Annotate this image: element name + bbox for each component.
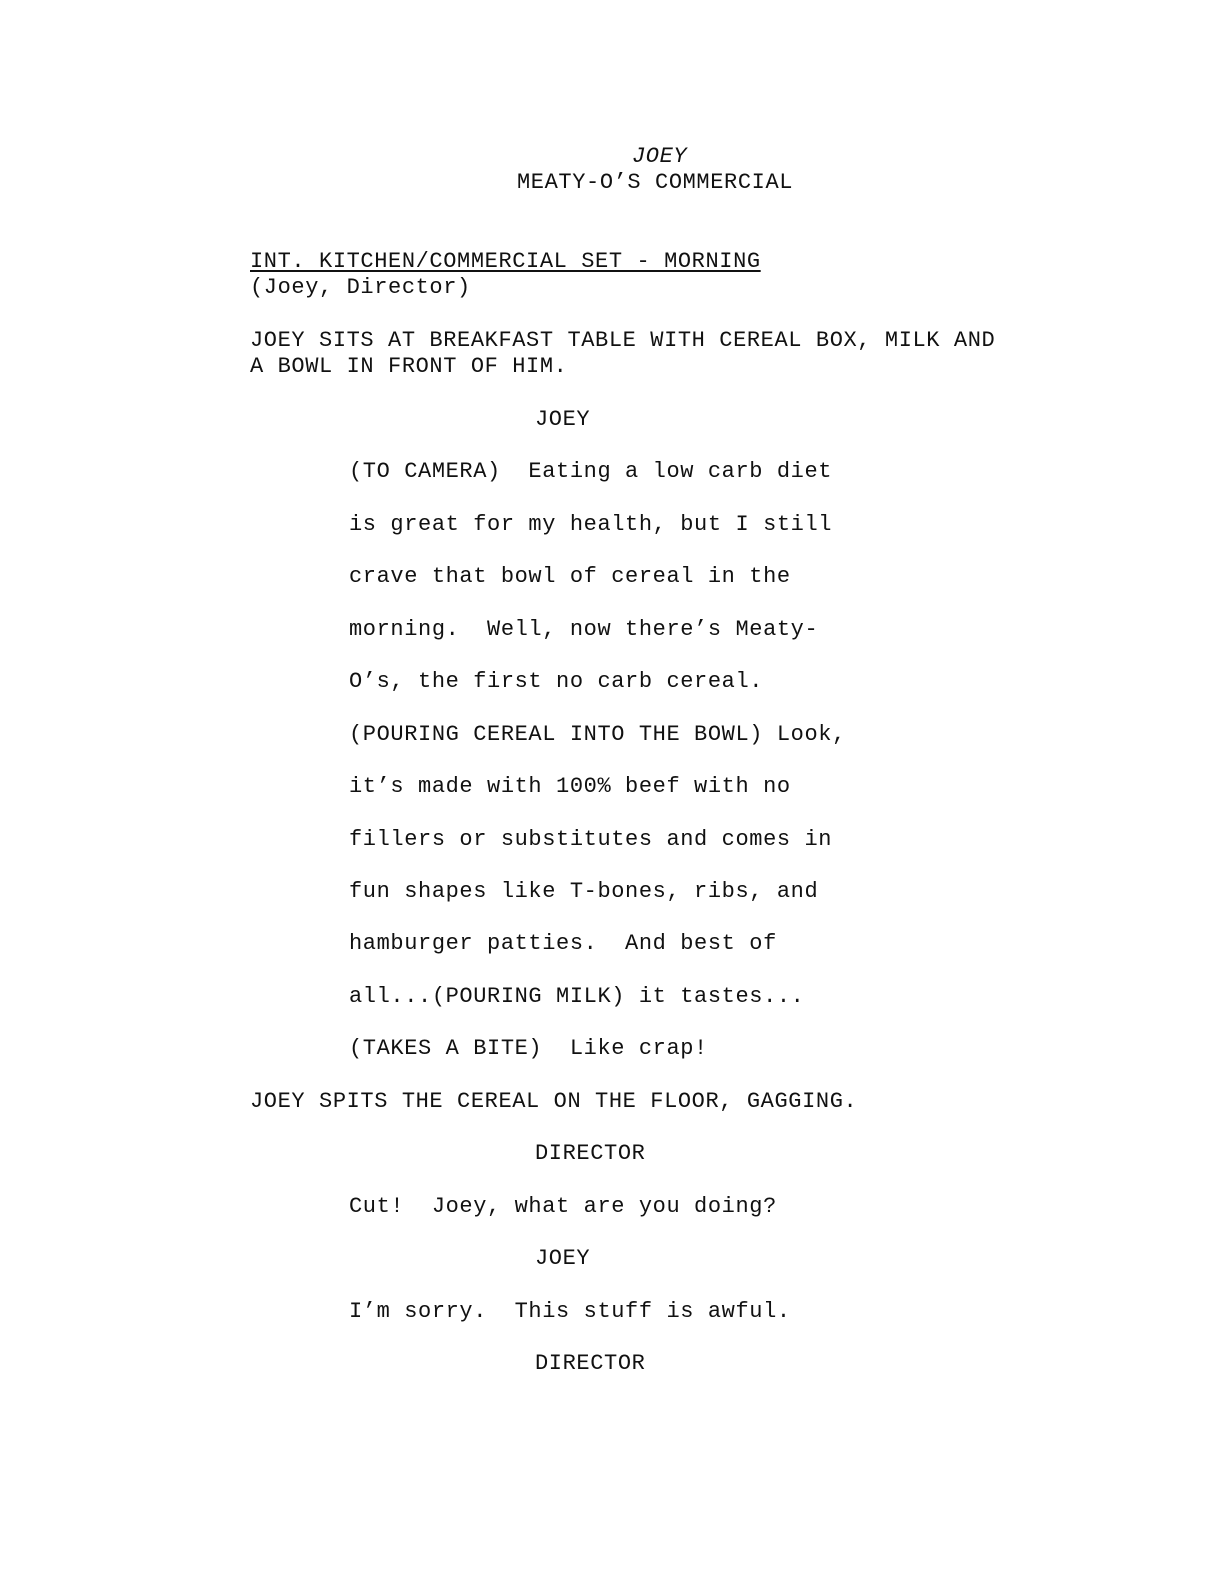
dialogue-line: hamburger patties. And best of [349,931,777,956]
character-name: DIRECTOR [535,1141,646,1166]
dialogue-line: morning. Well, now there’s Meaty- [349,617,819,642]
action-line: JOEY SITS AT BREAKFAST TABLE WITH CEREAL BOX, MILK AND [250,328,996,353]
dialogue-line: fun shapes like T-bones, ribs, and [349,879,819,904]
scene-cast-list: (Joey, Director) [250,275,471,300]
character-name: DIRECTOR [535,1351,646,1376]
dialogue-line: is great for my health, but I still [349,512,833,537]
dialogue-line: it’s made with 100% beef with no [349,774,791,799]
episode-title: MEATY-O’S COMMERCIAL [517,170,794,195]
dialogue-line: Cut! Joey, what are you doing? [349,1194,777,1219]
dialogue-line: (TAKES A BITE) Like crap! [349,1036,708,1061]
dialogue-line: crave that bowl of cereal in the [349,564,791,589]
show-title: JOEY [632,144,688,169]
action-line: JOEY SPITS THE CEREAL ON THE FLOOR, GAGGING. [250,1089,858,1114]
dialogue-line: (POURING CEREAL INTO THE BOWL) Look, [349,722,846,747]
dialogue-line: all...(POURING MILK) it tastes... [349,984,805,1009]
action-line: A BOWL IN FRONT OF HIM. [250,354,568,379]
character-name: JOEY [535,407,591,432]
dialogue-line: (TO CAMERA) Eating a low carb diet [349,459,833,484]
dialogue-line: I’m sorry. This stuff is awful. [349,1299,791,1324]
dialogue-line: O’s, the first no carb cereal. [349,669,764,694]
character-name: JOEY [535,1246,591,1271]
dialogue-line: fillers or substitutes and comes in [349,827,833,852]
scene-heading: INT. KITCHEN/COMMERCIAL SET - MORNING [250,249,761,274]
